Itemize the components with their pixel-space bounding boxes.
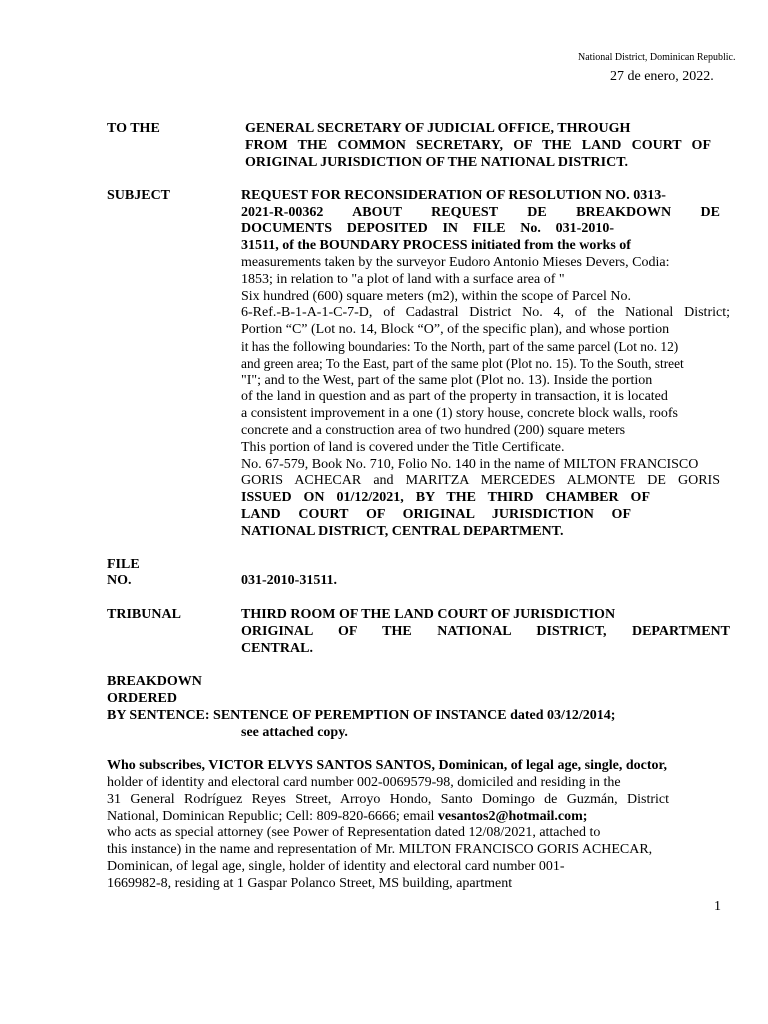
to-line-3: ORIGINAL JURISDICTION OF THE NATIONAL DISTRICT. xyxy=(245,155,629,170)
subject-closing-line: ISSUED ON 01/12/2021, BY THE THIRD CHAMBER OF xyxy=(241,490,650,505)
body-line-4 xyxy=(107,808,587,825)
subject-body-line: concrete and a construction area of two hundred (200) square meters xyxy=(241,423,626,438)
document-date: 27 de enero, 2022. xyxy=(610,69,714,84)
subject-closing-line: LAND COURT OF ORIGINAL JURISDICTION OF xyxy=(241,507,631,522)
tribunal-line-2: ORIGINAL OF THE NATIONAL DISTRICT, DEPARTMENT xyxy=(241,624,730,639)
page-number: 1 xyxy=(714,899,721,914)
subject-body-line: "I"; and to the West, part of the same plot (Plot no. 13). Inside the portion xyxy=(241,373,653,388)
breakdown-note: see attached copy. xyxy=(241,725,348,740)
file-no-label: NO. xyxy=(107,573,132,588)
subject-body-line: 6-Ref.-B-1-A-1-C-7-D, of Cadastral District No. 4, of the National District; xyxy=(241,305,730,320)
subject-body-line: of the land in question and as part of the property in transaction, it is located xyxy=(241,389,668,404)
subject-body-line: Six hundred (600) square meters (m2), within the scope of Parcel No. xyxy=(241,289,631,304)
tribunal-line-1: THIRD ROOM OF THE LAND COURT OF JURISDICTION xyxy=(241,607,616,622)
ordered-label: ORDERED xyxy=(107,691,178,706)
subject-line-2: 2021-R-00362 ABOUT REQUEST DE BREAKDOWN DE xyxy=(241,205,720,220)
body-line-7: Dominican, of legal age, single, holder of identity and electoral card number 001- xyxy=(107,859,565,874)
to-line-2: FROM THE COMMON SECRETARY, OF THE LAND COURT OF xyxy=(245,138,711,153)
to-line-1: GENERAL SECRETARY OF JUDICIAL OFFICE, THROUGH xyxy=(245,121,631,136)
document-place: National District, Dominican Republic. xyxy=(578,52,736,63)
subject-body-line: it has the following boundaries: To the North, part of the same parcel (Lot no. 12) xyxy=(241,339,679,354)
subject-line-1: REQUEST FOR RECONSIDERATION OF RESOLUTION NO. 0313- xyxy=(241,188,666,203)
to-label: TO THE xyxy=(107,121,160,136)
subject-body-line: No. 67-579, Book No. 710, Folio No. 140 in the name of MILTON FRANCISCO xyxy=(241,457,699,472)
body-line-1: Who subscribes, VICTOR ELVYS SANTOS SANTOS, Dominican, of legal age, single, doctor, xyxy=(107,758,667,773)
body-line-5: who acts as special attorney (see Power of Representation dated 12/08/2021, attached to xyxy=(107,825,601,840)
subject-body-line: Portion “C” (Lot no. 14, Block “O”, of the specific plan), and whose portion xyxy=(241,322,670,337)
email-address: vesantos2@hotmail.com; xyxy=(437,809,588,824)
breakdown-sentence: BY SENTENCE: SENTENCE OF PEREMPTION OF INSTANCE dated 03/12/2014; xyxy=(107,708,616,723)
tribunal-line-3: CENTRAL. xyxy=(241,641,313,656)
body-line-3: 31 General Rodríguez Reyes Street, Arroyo Hondo, Santo Domingo de Guzmán, District xyxy=(107,792,669,807)
subject-closing-line: NATIONAL DISTRICT, CENTRAL DEPARTMENT. xyxy=(241,524,564,539)
subject-line-4: 31511, of the BOUNDARY PROCESS initiated from the works of xyxy=(241,238,631,253)
subject-body-line: a consistent improvement in a one (1) story house, concrete block walls, roofs xyxy=(241,406,678,421)
body-line-2: holder of identity and electoral card number 002-0069579-98, domiciled and residing in the xyxy=(107,775,621,790)
file-label: FILE xyxy=(107,557,140,572)
subject-body-line: This portion of land is covered under the Title Certificate. xyxy=(241,440,565,455)
subject-body-line: GORIS ACHECAR and MARITZA MERCEDES ALMONTE DE GORIS xyxy=(241,473,720,488)
body-line-8: 1669982-8, residing at 1 Gaspar Polanco Street, MS building, apartment xyxy=(107,876,513,891)
file-number: 031-2010-31511. xyxy=(241,573,338,588)
subject-body-line: and green area; To the East, part of the same plot (Plot no. 15). To the South, street xyxy=(241,356,684,371)
body-line-6: this instance) in the name and representation of Mr. MILTON FRANCISCO GORIS ACHECAR, xyxy=(107,842,653,857)
subject-label: SUBJECT xyxy=(107,188,171,203)
tribunal-label: TRIBUNAL xyxy=(107,607,181,622)
body-line-4-text: National, Dominican Republic; Cell: 809-820-6666; email xyxy=(107,809,438,824)
subject-body-line: 1853; in relation to "a plot of land with a surface area of " xyxy=(241,272,565,287)
subject-body-line: measurements taken by the surveyor Eudoro Antonio Mieses Devers, Codia: xyxy=(241,255,670,270)
subject-line-3: DOCUMENTS DEPOSITED IN FILE No. 031-2010- xyxy=(241,221,614,236)
breakdown-label: BREAKDOWN xyxy=(107,674,202,689)
